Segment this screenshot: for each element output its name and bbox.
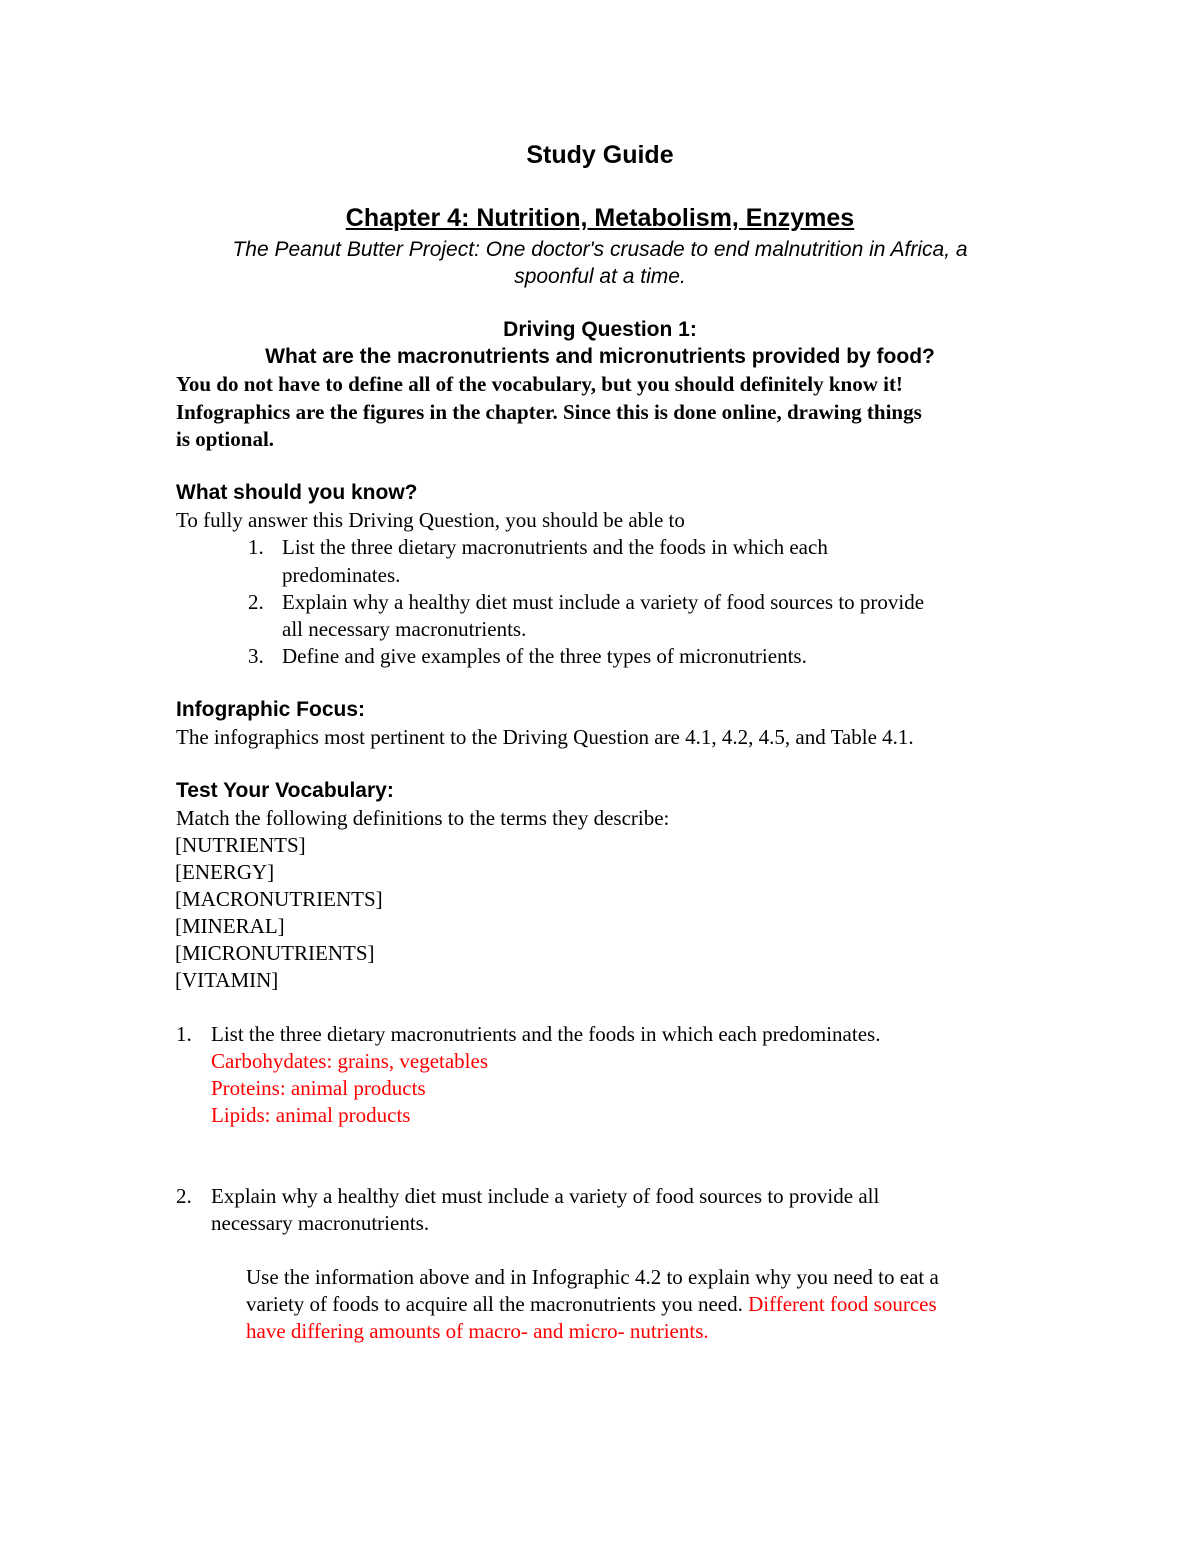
list-item-text: Define and give examples of the three types of micronutrients. bbox=[282, 644, 807, 668]
question-text: List the three dietary macronutrients and the foods in which each predominates. bbox=[211, 1022, 881, 1046]
question-text: Explain why a healthy diet must include a variety of food sources to provide all bbox=[211, 1184, 880, 1208]
vocab-term: [NUTRIENTS] bbox=[175, 833, 306, 857]
vocab-term: [MINERAL] bbox=[175, 914, 285, 938]
answer-line: have differing amounts of macro- and micro- nutrients. bbox=[246, 1319, 709, 1343]
driving-question-text: What are the macronutrients and micronutrients provided by food? bbox=[265, 345, 935, 368]
note-line-1: You do not have to define all of the vocabulary, but you should definitely know it! bbox=[176, 372, 903, 396]
list-number: 2. bbox=[248, 590, 264, 614]
note-line-3: is optional. bbox=[176, 427, 275, 451]
vocab-term: [MICRONUTRIENTS] bbox=[175, 941, 375, 965]
list-item-text: List the three dietary macronutrients and the foods in which each bbox=[282, 535, 828, 559]
subtitle-line-1: The Peanut Butter Project: One doctor's crusade to end malnutrition in Africa, a bbox=[232, 238, 968, 261]
list-number: 3. bbox=[248, 644, 264, 668]
infographic-text: The infographics most pertinent to the Driving Question are 4.1, 4.2, 4.5, and Table 4.1. bbox=[176, 725, 914, 749]
question-number: 2. bbox=[176, 1184, 192, 1208]
list-item-text: all necessary macronutrients. bbox=[282, 617, 527, 641]
vocab-heading: Test Your Vocabulary: bbox=[176, 779, 394, 802]
document-title: Study Guide bbox=[526, 141, 674, 169]
vocab-term: [ENERGY] bbox=[175, 860, 275, 884]
answer-line: Lipids: animal products bbox=[211, 1103, 411, 1127]
answer-line: Proteins: animal products bbox=[211, 1076, 426, 1100]
note-line-2: Infographics are the figures in the chapter. Since this is done online, drawing things bbox=[176, 400, 922, 424]
vocab-term: [MACRONUTRIENTS] bbox=[175, 887, 383, 911]
list-item-text: Explain why a healthy diet must include a variety of food sources to provide bbox=[282, 590, 925, 614]
prompt-line-with-answer bbox=[246, 1292, 937, 1317]
question-text: necessary macronutrients. bbox=[211, 1211, 430, 1235]
vocab-intro: Match the following definitions to the terms they describe: bbox=[176, 806, 670, 830]
subtitle-line-2: spoonful at a time. bbox=[514, 265, 686, 288]
list-item-text: predominates. bbox=[282, 563, 401, 587]
driving-question-label: Driving Question 1: bbox=[503, 318, 697, 341]
answer-text: Different food sources bbox=[748, 1292, 937, 1316]
vocab-term: [VITAMIN] bbox=[175, 968, 279, 992]
question-number: 1. bbox=[176, 1022, 192, 1046]
chapter-title: Chapter 4: Nutrition, Metabolism, Enzymes bbox=[345, 204, 855, 232]
know-intro: To fully answer this Driving Question, you should be able to bbox=[176, 508, 685, 532]
list-number: 1. bbox=[248, 535, 264, 559]
prompt-text: variety of foods to acquire all the macronutrients you need. bbox=[246, 1292, 749, 1316]
know-heading: What should you know? bbox=[176, 481, 418, 504]
answer-line: Carbohydates: grains, vegetables bbox=[211, 1049, 488, 1073]
infographic-heading: Infographic Focus: bbox=[176, 698, 365, 721]
prompt-line: Use the information above and in Infographic 4.2 to explain why you need to eat a bbox=[246, 1265, 939, 1289]
